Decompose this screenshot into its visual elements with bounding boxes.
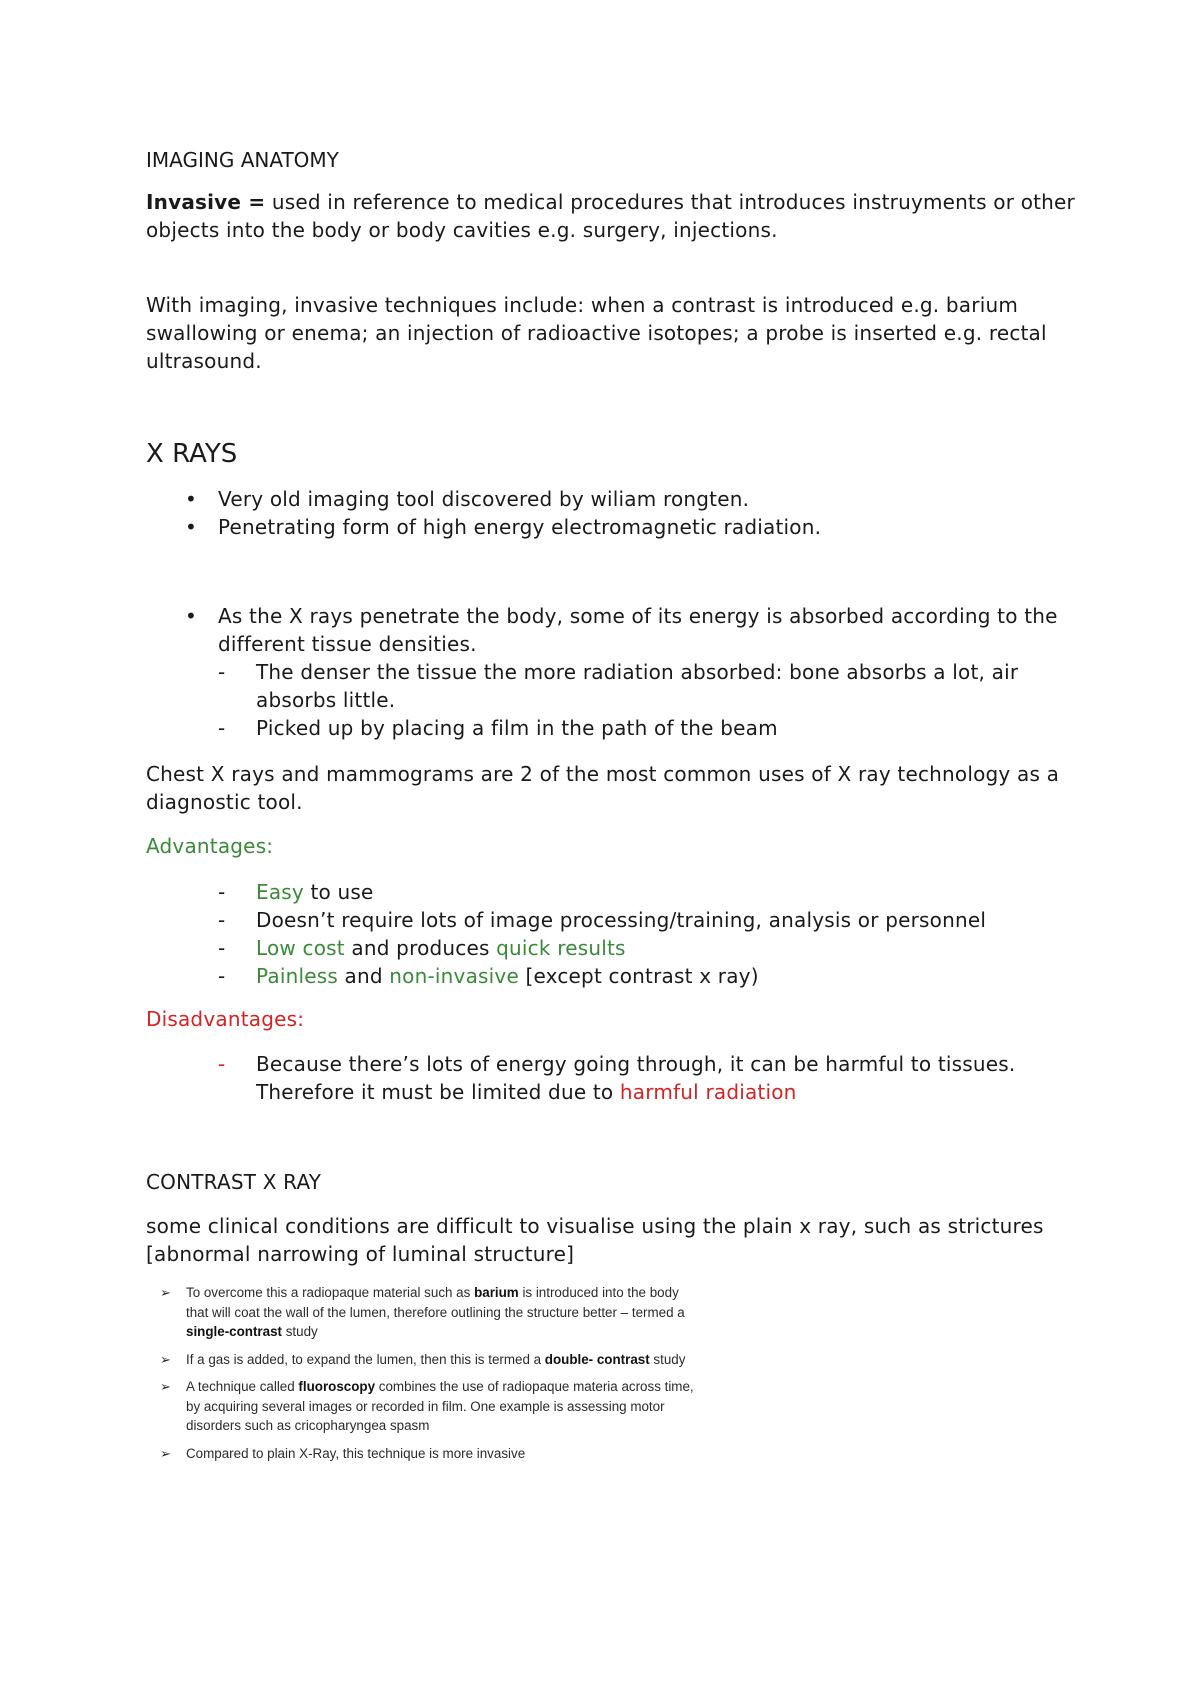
dash-icon: - xyxy=(218,1052,226,1076)
bold-text: fluoroscopy xyxy=(298,1379,376,1394)
contrast-xray-heading: CONTRAST X RAY xyxy=(146,1170,322,1194)
arrow-bullet-icon: ➢ xyxy=(160,1445,171,1461)
invasive-definition xyxy=(146,188,1076,244)
bold-text: double- contrast xyxy=(544,1351,650,1367)
imaging-invasive-paragraph: With imaging, invasive techniques include: when a contrast is introduced e.g. barium swallowing or enema; an injection of radioactive isotopes; a probe is inserted e.g. rectal ultrasound. xyxy=(146,293,1047,373)
list-item xyxy=(146,906,1076,934)
bullet-icon: • xyxy=(185,604,197,628)
disadvantages-heading: Disadvantages: xyxy=(146,1007,305,1031)
item-text: to use xyxy=(303,880,374,904)
chest-xray-paragraph: Chest X rays and mammograms are 2 of the most common uses of X ray technology as a diagnostic tool. xyxy=(146,762,1060,814)
list-item xyxy=(160,1444,700,1464)
item-text: Doesn’t require lots of image processing/training, analysis or personnel xyxy=(256,908,987,932)
list-item xyxy=(160,1283,700,1342)
invasive-definition-text: used in reference to medical procedures that introduces instruyments or other objects into the body or body cavities e.g. surgery, injections. xyxy=(146,190,1075,242)
highlight-text: Painless xyxy=(256,964,338,988)
bold-text: barium xyxy=(474,1285,519,1300)
item-text: and produces xyxy=(344,936,497,960)
list-item xyxy=(160,1377,700,1436)
item-text: Compared to plain X-Ray, this technique is more invasive xyxy=(186,1445,526,1461)
item-text: Because there’s lots of energy going through, it can be harmful to tissues. Therefore it must be limited due to xyxy=(256,1052,1016,1104)
highlight-text: Low cost xyxy=(256,936,345,960)
bullet-icon: • xyxy=(185,515,197,539)
item-text: To overcome this a radiopaque material such as xyxy=(186,1285,475,1300)
list-item xyxy=(146,714,1076,742)
item-text: A technique called xyxy=(186,1379,299,1394)
arrow-bullet-icon: ➢ xyxy=(160,1285,171,1300)
dash-text: Picked up by placing a film in the path of the beam xyxy=(256,716,778,740)
bullet-icon: • xyxy=(185,487,197,511)
list-item xyxy=(146,485,1076,513)
xrays-bullet-list xyxy=(146,485,1076,541)
list-item xyxy=(146,658,1076,742)
item-text: is introduced into the body that will coat the wall of the lumen, therefore outlining the structure better – termed a xyxy=(186,1285,685,1320)
item-text: combines the use of radiopaque materia across time, by acquiring several images or recorded in film. One example is assessing motor disorders such as cricopharyngea spasm xyxy=(186,1379,694,1433)
list-item xyxy=(146,513,1076,541)
dash-icon: - xyxy=(218,660,226,684)
list-item xyxy=(146,1050,1076,1106)
disadvantages-list xyxy=(146,1050,1076,1106)
absorb-dash-list xyxy=(146,658,1076,742)
highlight-text: Easy xyxy=(256,880,304,904)
dash-icon: - xyxy=(218,908,226,932)
contrast-xray-paragraph: some clinical conditions are difficult to visualise using the plain x ray, such as strictures [abnormal narrowing of luminal structure] xyxy=(146,1214,1044,1266)
item-text: study xyxy=(649,1351,686,1367)
list-item xyxy=(160,1350,700,1370)
arrow-bullet-icon: ➢ xyxy=(160,1379,171,1394)
dash-icon: - xyxy=(218,936,226,960)
xrays-absorb-list xyxy=(146,602,1076,742)
item-text: [except contrast x ray) xyxy=(518,964,759,988)
dash-icon: - xyxy=(218,964,226,988)
highlight-text: harmful radiation xyxy=(619,1080,797,1104)
advantages-heading: Advantages: xyxy=(146,834,274,858)
list-item xyxy=(146,962,1076,990)
contrast-notes-image xyxy=(160,1283,700,1471)
invasive-term: Invasive = xyxy=(146,190,266,214)
bullet-text: Penetrating form of high energy electromagnetic radiation. xyxy=(218,515,822,539)
advantages-list xyxy=(146,878,1076,990)
dash-icon: - xyxy=(218,716,226,740)
bullet-text: As the X rays penetrate the body, some of its energy is absorbed according to the different tissue densities. xyxy=(218,604,1058,656)
item-text: study xyxy=(281,1324,318,1339)
list-item xyxy=(146,602,1076,658)
xrays-heading: X RAYS xyxy=(146,439,238,469)
dash-text: The denser the tissue the more radiation absorbed: bone absorbs a lot, air absorbs little. xyxy=(256,660,1019,712)
bullet-text: Very old imaging tool discovered by wiliam rongten. xyxy=(218,487,750,511)
document-title: IMAGING ANATOMY xyxy=(146,148,339,172)
list-item xyxy=(146,878,1076,906)
item-text: If a gas is added, to expand the lumen, then this is termed a xyxy=(186,1351,545,1367)
arrow-bullet-icon: ➢ xyxy=(160,1351,171,1367)
item-text: and xyxy=(337,964,390,988)
list-item xyxy=(146,658,1076,714)
bold-text: single-contrast xyxy=(186,1324,282,1339)
dash-icon: - xyxy=(218,880,226,904)
highlight-text: non-invasive xyxy=(389,964,519,988)
highlight-text: quick results xyxy=(496,936,626,960)
list-item xyxy=(146,934,1076,962)
